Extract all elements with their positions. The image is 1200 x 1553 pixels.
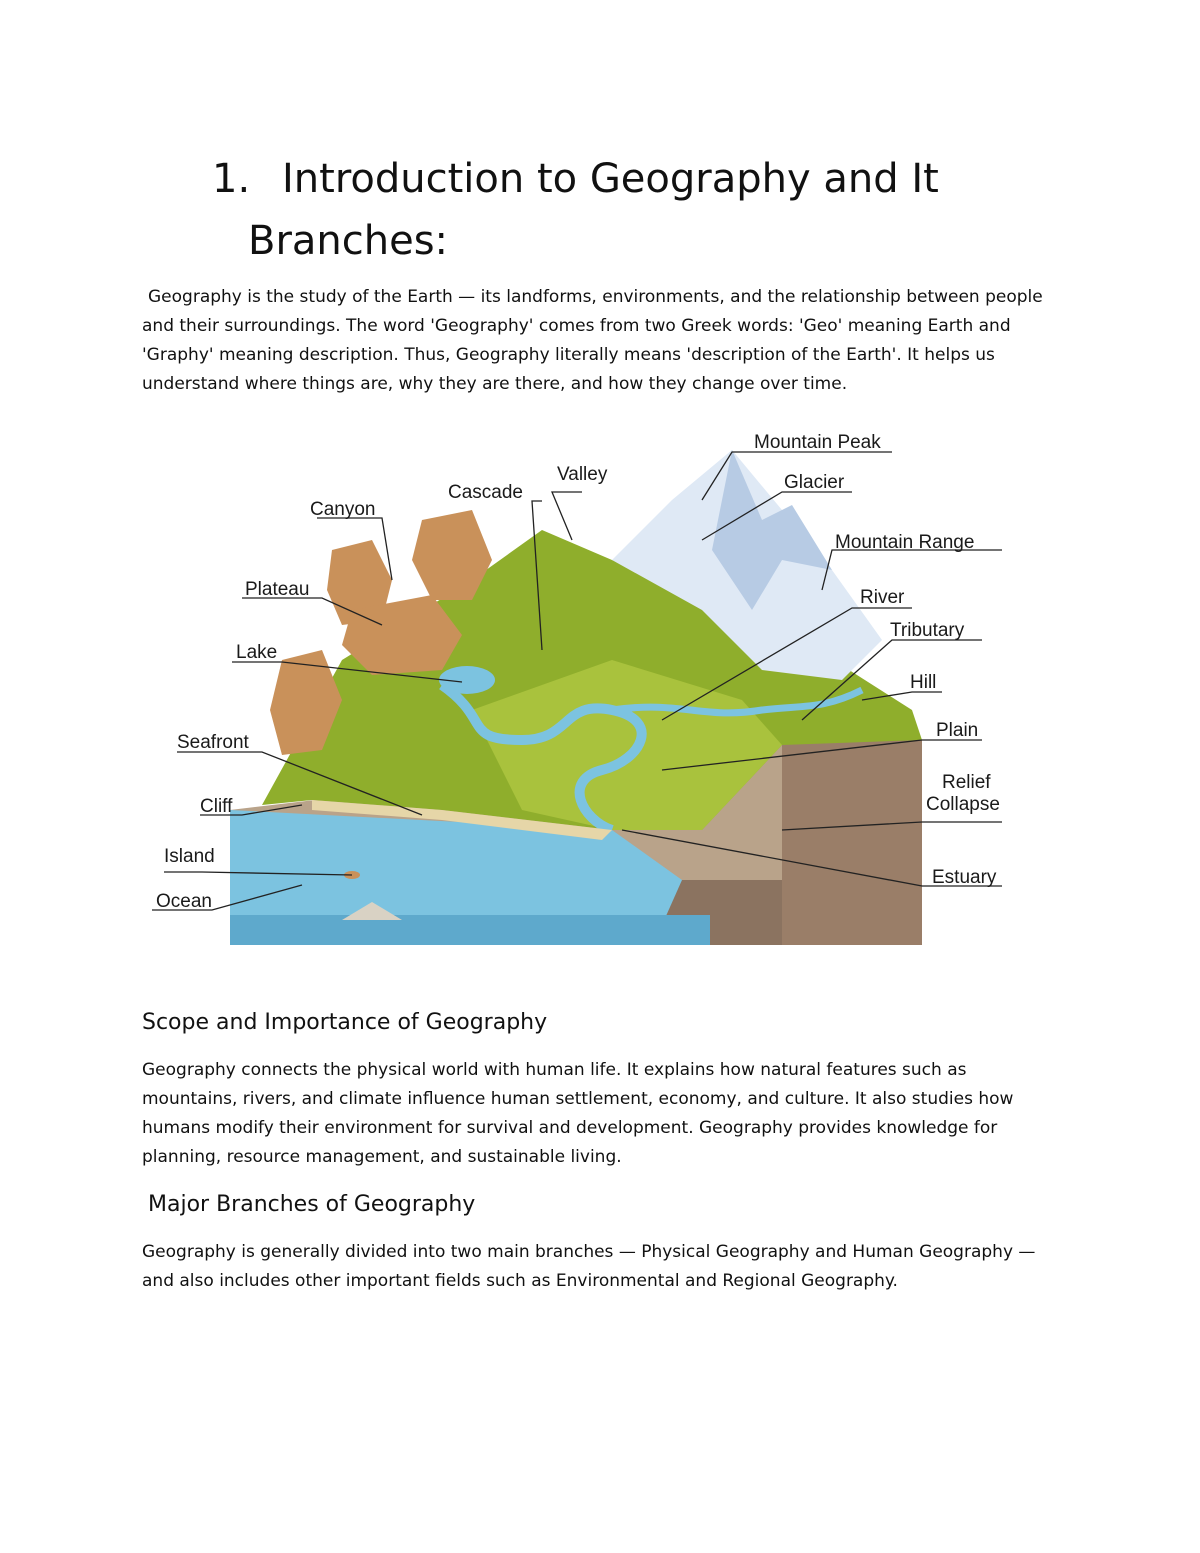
label-cliff: Cliff: [200, 796, 233, 817]
label-hill: Hill: [910, 672, 937, 693]
intro-paragraph: Geography is the study of the Earth — its landforms, environments, and the relationship between people and their surroundings. The word 'Geography' comes from two Greek words: 'Geo' meaning Earth and 'Graphy' meaning description. Thus, Geography literally means 'description of the Earth'. It helps us understand where things are, why they are there, and how they change over time.: [142, 287, 1043, 394]
label-canyon: Canyon: [310, 499, 376, 520]
heading-line1: Introduction to Geography and It: [282, 156, 939, 202]
label-valley: Valley: [557, 464, 608, 485]
section-scope-title: Scope and Importance of Geography: [142, 1010, 548, 1035]
label-lake: Lake: [236, 642, 278, 663]
label-mountain-range: Mountain Range: [835, 532, 975, 553]
label-glacier: Glacier: [784, 472, 845, 493]
label-estuary: Estuary: [932, 867, 997, 888]
soil-side: [782, 740, 922, 945]
label-ocean: Ocean: [156, 891, 212, 912]
label-seafront: Seafront: [177, 732, 249, 753]
page-title: [212, 148, 939, 272]
ocean-front: [230, 915, 710, 945]
label-cascade: Cascade: [448, 482, 523, 503]
label-river: River: [860, 587, 905, 608]
label-plain: Plain: [936, 720, 979, 741]
landforms-diagram: [142, 410, 1042, 980]
section-branches-body: Geography is generally divided into two main branches — Physical Geography and Human Geography — and also includes other important fields such as Environmental and Regional Geography.: [142, 1242, 1036, 1291]
label-plateau: Plateau: [245, 579, 310, 600]
label-collapse: Collapse: [926, 794, 1000, 815]
heading-number: 1.: [212, 156, 251, 202]
label-tributary: Tributary: [890, 620, 965, 641]
label-mountain-peak: Mountain Peak: [754, 432, 881, 453]
heading-line2: Branches:: [248, 218, 449, 264]
section-scope-body: Geography connects the physical world with human life. It explains how natural features such as mountains, rivers, and climate influence human settlement, economy, and culture. It also studies how humans modify their environment for survival and development. Geography provides knowledge for planning, resource management, and sustainable living.: [142, 1060, 1014, 1167]
label-relief: Relief: [942, 772, 991, 793]
label-island: Island: [164, 846, 215, 867]
section-branches-title: Major Branches of Geography: [148, 1192, 476, 1217]
